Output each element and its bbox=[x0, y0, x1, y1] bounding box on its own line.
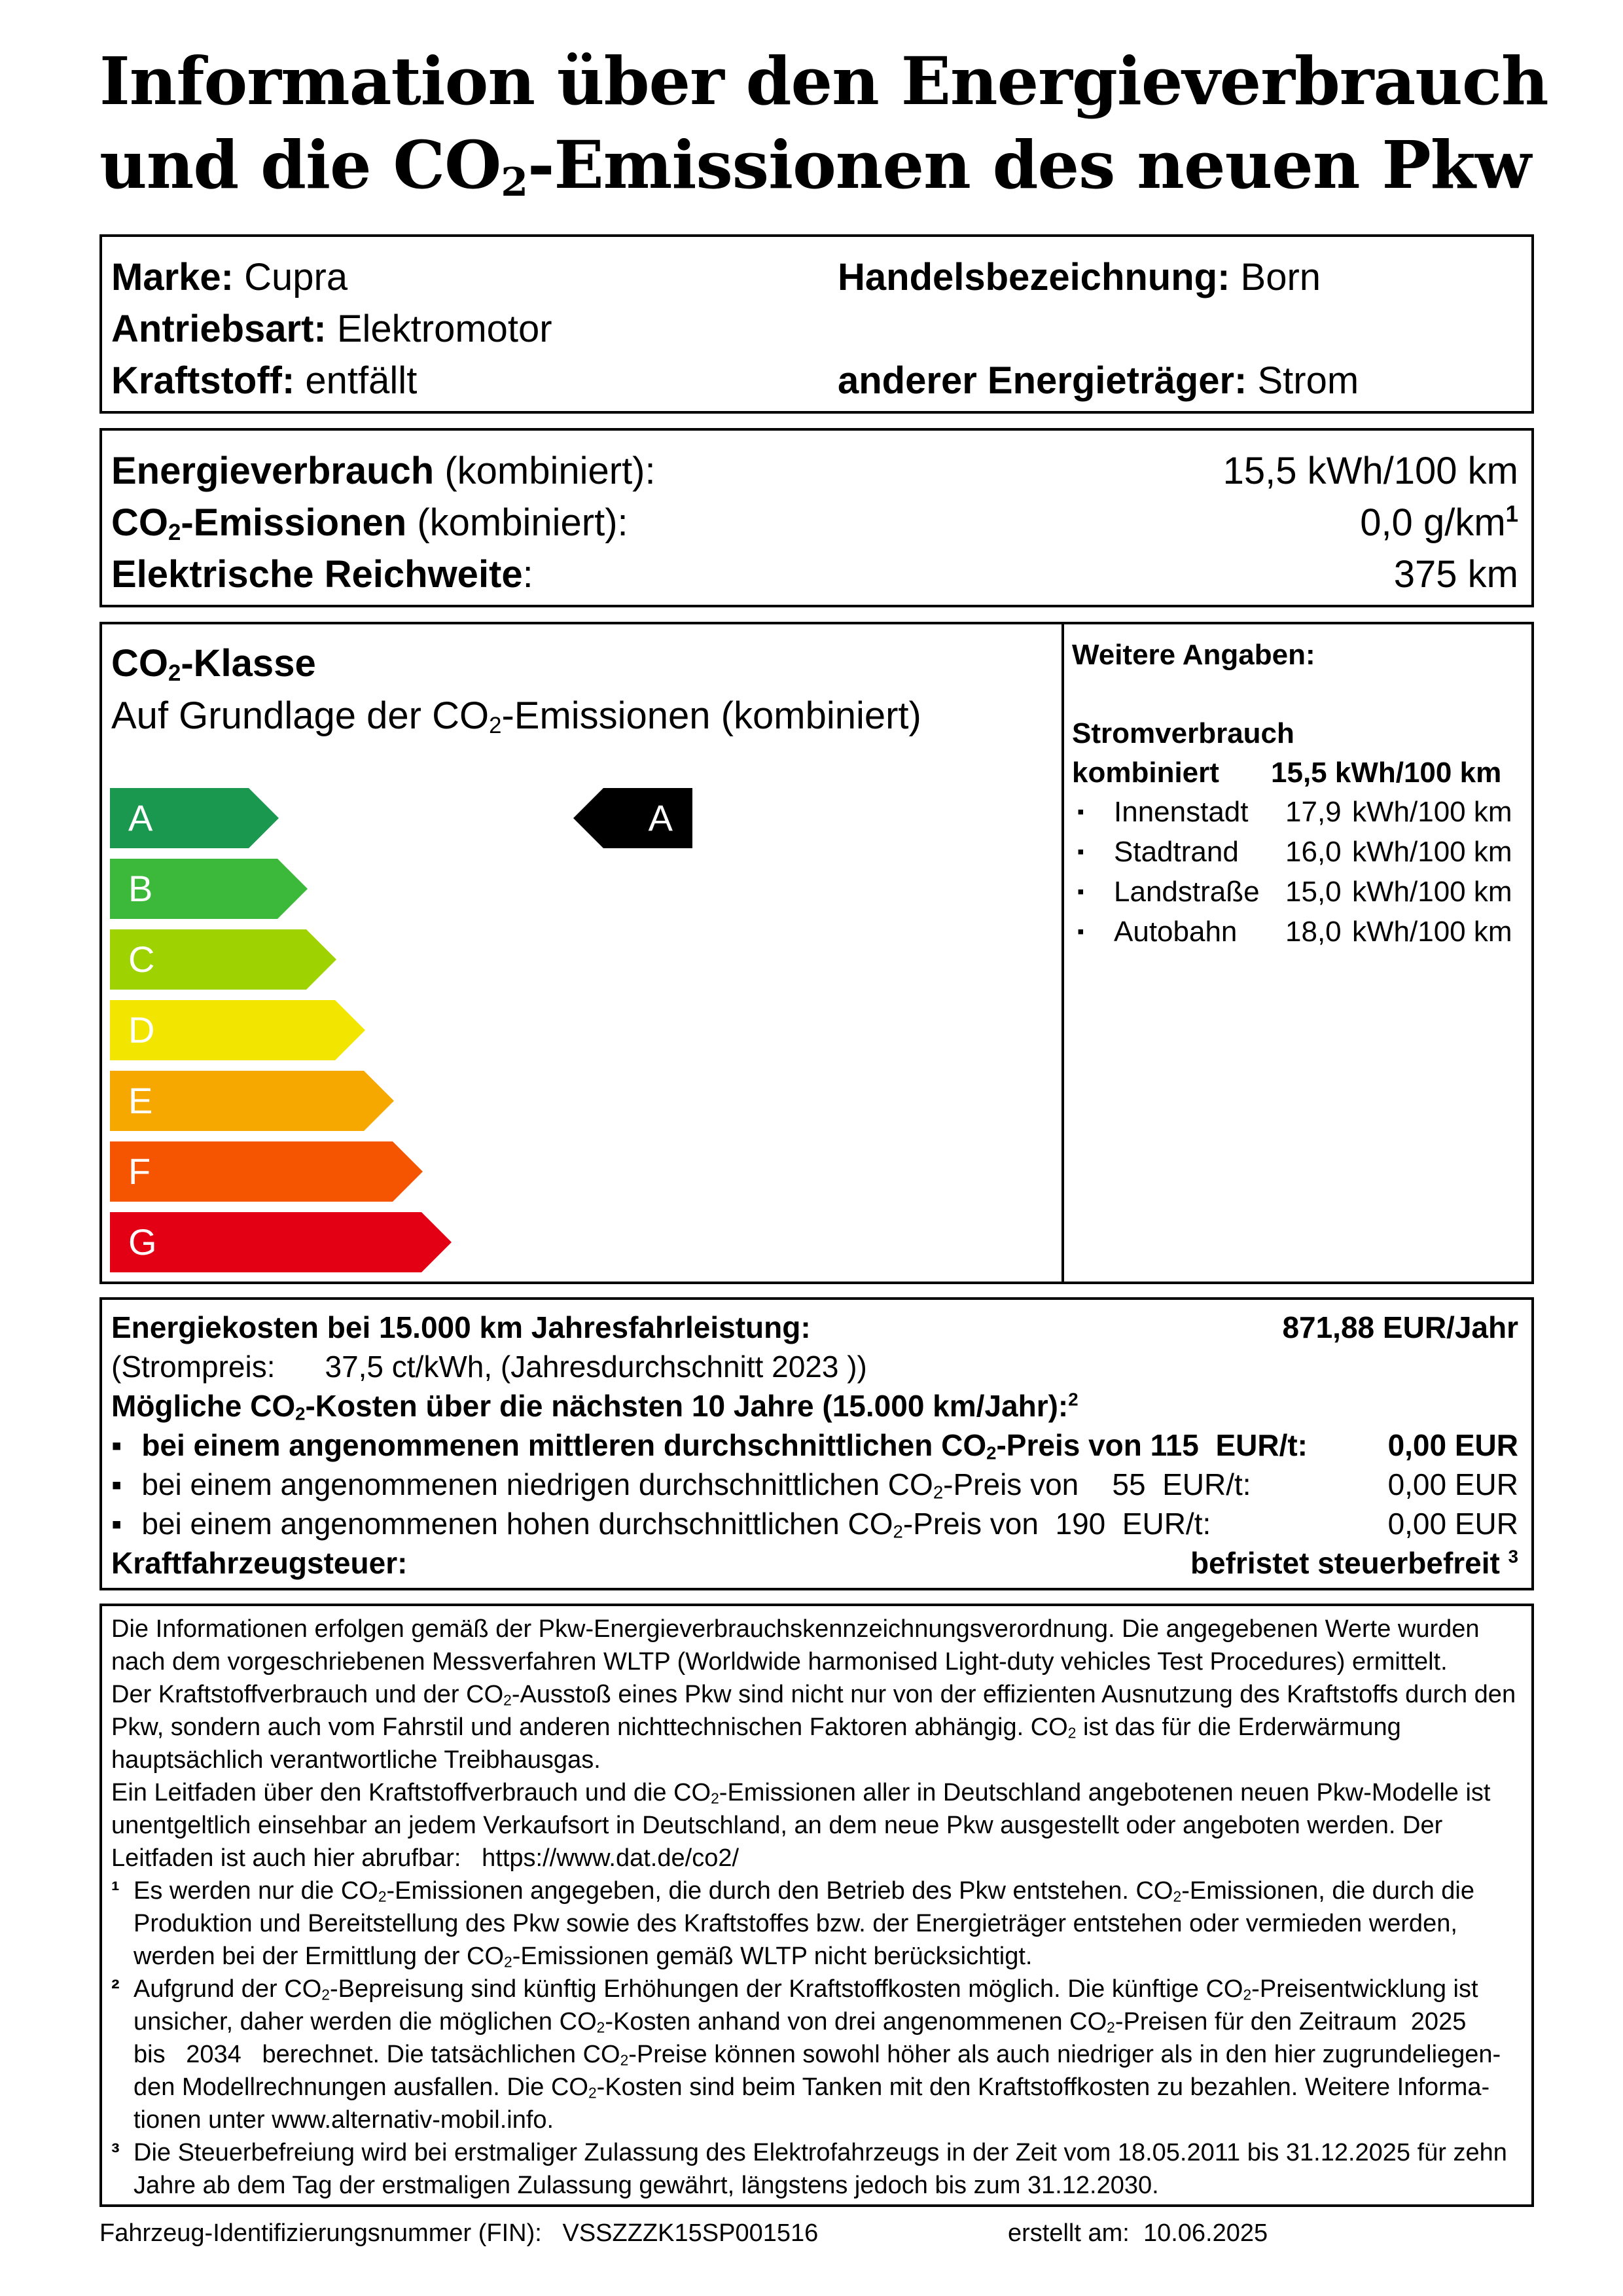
low-price-row bbox=[111, 1465, 1251, 1504]
medium-sub: 2 bbox=[986, 1443, 997, 1463]
tax-value-row bbox=[1190, 1543, 1518, 1583]
class-arrow-shape bbox=[110, 1141, 423, 1202]
co2-footnote-mark: 1 bbox=[1505, 501, 1518, 528]
co2-costs-footnote-mark: 2 bbox=[1068, 1389, 1079, 1410]
fin-label: Fahrzeug-Identifizierungsnummer (FIN): bbox=[99, 2219, 542, 2247]
note-paragraph: Die Informationen erfolgen gemäß der Pkw-Energieverbrauchskennzeichnungsverordnung. Die angegebenen Werte wurden nach dem vorgeschriebenen Messverfahren WLTP (Worldwide harmonised Light-duty vehicles Test Procedures) ermittelt. bbox=[111, 1615, 1480, 1676]
consumption-item-label: Landstraße bbox=[1114, 876, 1260, 908]
marker-arrow-icon bbox=[573, 788, 692, 848]
high-sub: 2 bbox=[893, 1521, 903, 1542]
low-text: -Preis von bbox=[943, 1467, 1079, 1501]
fin-value: VSSZZZK15SP001516 bbox=[562, 2219, 819, 2247]
drive-label: Antriebsart: bbox=[111, 308, 327, 350]
tax-value: befristet steuerbefreit bbox=[1190, 1546, 1500, 1580]
co2-value: 0,0 bbox=[1360, 501, 1413, 544]
more-info-heading: Weitere Angaben: bbox=[1072, 639, 1315, 671]
consumption-item-label: Stadtrand bbox=[1114, 836, 1239, 868]
page-title bbox=[99, 39, 1565, 207]
note-text: -Emissionen angegeben, die durch den Betrieb des Pkw entstehen. CO bbox=[386, 1877, 1173, 1905]
medium-unit: EUR/t: bbox=[1215, 1428, 1308, 1462]
brand-value: Cupra bbox=[244, 256, 348, 298]
co2-costs-text: Mögliche CO bbox=[111, 1389, 296, 1423]
title-text: und die CO bbox=[99, 126, 501, 204]
footnote-mark: ³ bbox=[111, 2139, 120, 2166]
low-text: bei einem angenommenen niedrigen durchschnittlichen CO bbox=[141, 1467, 933, 1501]
range-value-row bbox=[1394, 548, 1518, 601]
co2-class-subheading bbox=[111, 690, 921, 742]
co2-label-text: -Emissionen bbox=[181, 501, 407, 544]
co2-class-bar-c bbox=[110, 929, 336, 990]
co2-class-bar-label: F bbox=[128, 1151, 151, 1192]
heading-text: CO bbox=[111, 642, 168, 685]
footnote-mark: ² bbox=[111, 1975, 120, 2003]
bullet-icon: ▪ bbox=[1077, 801, 1084, 823]
energy-label: Energieverbrauch bbox=[111, 450, 435, 492]
note-sub: 2 bbox=[588, 2084, 597, 2102]
low-value: 0,00 EUR bbox=[1387, 1467, 1518, 1501]
price-row bbox=[111, 1347, 867, 1386]
co2-emission-row bbox=[111, 497, 628, 549]
trade-name-value: Born bbox=[1240, 256, 1321, 298]
class-arrow-shape bbox=[110, 1212, 452, 1272]
note-sub: 2 bbox=[596, 2018, 605, 2036]
high-unit: EUR/t: bbox=[1122, 1507, 1211, 1541]
energy-suffix: (kombiniert): bbox=[444, 450, 656, 492]
range-colon: : bbox=[522, 553, 533, 596]
note-sub: 2 bbox=[1243, 1986, 1252, 2003]
low-sub: 2 bbox=[933, 1482, 944, 1503]
note-text: -Emissionen gemäß WLTP nicht berücksichtigt. bbox=[512, 1943, 1033, 1970]
co2-class-bar-label: C bbox=[128, 939, 155, 980]
high-text: -Preis von bbox=[902, 1507, 1039, 1541]
note-year-from: 2025 bbox=[1410, 2008, 1467, 2036]
consumption-box bbox=[99, 428, 1534, 607]
title-text: -Emissionen des neuen Pkw bbox=[527, 126, 1531, 204]
other-energy-row bbox=[838, 355, 1359, 407]
note-sub: 2 bbox=[503, 1691, 512, 1709]
co2-class-bar-label: E bbox=[128, 1080, 153, 1121]
co2-class-bar-g bbox=[110, 1212, 452, 1272]
fuel-label: Kraftstoff: bbox=[111, 359, 295, 402]
note-text: -Bepreisung sind künftig Erhöhungen der Kraftstoffkosten möglich. Die künftige CO bbox=[329, 1975, 1243, 2003]
current-class-label: A bbox=[648, 797, 673, 838]
title-line-1: Information über den Energieverbrauch bbox=[99, 43, 1548, 120]
footnote-mark: ¹ bbox=[111, 1877, 120, 1905]
power-consumption-combined-value: 15,5 kWh/100 km bbox=[1271, 757, 1502, 789]
price-year: 2023 bbox=[772, 1350, 839, 1384]
co2-class-bar-label: G bbox=[128, 1221, 157, 1263]
tax-footnote-mark: 3 bbox=[1508, 1546, 1518, 1567]
consumption-item-value: 16,0 bbox=[1285, 836, 1342, 868]
heading-text: -Klasse bbox=[181, 642, 316, 685]
bullet-icon: ▪ bbox=[111, 1428, 122, 1462]
note-paragraph bbox=[111, 1678, 1525, 1776]
fuel-value: entfällt bbox=[305, 359, 418, 402]
note-text: Der Kraftstoffverbrauch und der CO bbox=[111, 1681, 504, 1708]
bullet-icon: ▪ bbox=[1077, 841, 1084, 863]
energy-consumption-row bbox=[111, 445, 656, 497]
co2-class-bar-a bbox=[110, 788, 279, 848]
fin-row bbox=[99, 2214, 818, 2253]
range-unit: km bbox=[1467, 553, 1518, 596]
co2-class-box bbox=[99, 622, 1534, 1284]
note-text: -Emissionen aller in Deutschland angebotenen neuen Pkw-Modelle ist unentgeltlich einsehbar an jedem Verkaufsort in Deutschland, an dem neue Pkw ausgestellt oder angeboten werden. Der Leitfaden ist auch hier abrufbar: bbox=[111, 1779, 1491, 1872]
note-sub: 2 bbox=[620, 2051, 629, 2069]
created-row bbox=[1008, 2214, 1268, 2253]
bullet-icon: ▪ bbox=[1077, 881, 1084, 903]
energy-unit: kWh/100 km bbox=[1307, 450, 1518, 492]
note-text: -Kosten sind beim Tanken mit den Kraftstoffkosten zu bezahlen. Weitere Informa-tionen unter www.alternativ-mobil.info. bbox=[134, 2073, 1490, 2134]
note-text: Die Steuerbefreiung wird bei erstmaliger Zulassung des Elektrofahrzeugs in der Zeit vom 18.05.2011 bis 31.12.2025 für zehn Jahre ab dem Tag der erstmaligen Zulassung gewährt, längstens jedoch bis zum 31.12.2030. bbox=[134, 2139, 1507, 2199]
co2-label-text: CO bbox=[111, 501, 168, 544]
note-text: Aufgrund der CO bbox=[134, 1975, 322, 2003]
co2-label bbox=[111, 501, 406, 544]
co2-emission-value bbox=[1360, 497, 1518, 549]
note-text: berechnet. Die tatsächlichen CO bbox=[262, 2041, 620, 2068]
range-value: 375 bbox=[1393, 553, 1457, 596]
co2-class-heading bbox=[111, 637, 316, 690]
energy-costs-unit: EUR/Jahr bbox=[1382, 1310, 1518, 1344]
note-text: -Ausstoß eines Pkw sind nicht nur von der effizienten Ausnutzung des Kraftstoffs durch den Pkw, sondern auch vom Fahrstil und anderen nichttechnischen Faktoren abhängig. CO bbox=[111, 1681, 1516, 1741]
energy-costs-value-row bbox=[1282, 1308, 1518, 1347]
subheading-text: -Emissionen (kombiniert) bbox=[501, 694, 921, 737]
consumption-item-unit: kWh/100 km bbox=[1352, 876, 1512, 908]
footnote-1 bbox=[111, 1874, 1525, 1973]
note-text: -Kosten anhand von drei angenommenen CO bbox=[605, 2008, 1107, 2036]
co2-suffix: (kombiniert): bbox=[417, 501, 628, 544]
co2-class-bar-label: D bbox=[128, 1009, 155, 1050]
note-sub: 2 bbox=[1067, 1724, 1077, 1742]
consumption-item-value: 15,0 bbox=[1285, 876, 1342, 908]
note-text: -Preisentwicklung ist unsicher, daher werden die möglichen CO bbox=[134, 1975, 1478, 2036]
medium-text: bei einem angenommenen mittleren durchschnittlichen CO bbox=[141, 1428, 987, 1462]
co2-costs-text: -Kosten über die nächsten 10 Jahre (15.000 km/Jahr): bbox=[305, 1389, 1069, 1423]
price-unit: ct/kWh, (Jahresdurchschnitt bbox=[391, 1350, 764, 1384]
co2-class-bar-b bbox=[110, 859, 308, 919]
heading-sub: 2 bbox=[168, 660, 181, 686]
medium-price-row bbox=[111, 1426, 1308, 1465]
column-divider bbox=[1061, 624, 1064, 1282]
energy-value: 15,5 bbox=[1222, 450, 1297, 492]
co2-class-bar-label: B bbox=[128, 868, 153, 909]
drive-value: Elektromotor bbox=[336, 308, 552, 350]
bullet-icon: ▪ bbox=[1077, 921, 1084, 942]
price-label: (Strompreis: bbox=[111, 1350, 276, 1384]
co2-costs-heading bbox=[111, 1386, 1079, 1426]
medium-price: 115 bbox=[1150, 1428, 1199, 1462]
note-year-to: 2034 bbox=[186, 2041, 241, 2068]
created-label: erstellt am: bbox=[1008, 2219, 1130, 2247]
note-text: ist das für die Erderwärmung hauptsächlich verantwortliche Treibhausgas. bbox=[111, 1713, 1401, 1774]
vehicle-info-box bbox=[99, 234, 1534, 414]
guide-url: https://www.dat.de/co2/ bbox=[482, 1844, 740, 1872]
bullet-icon: ▪ bbox=[111, 1467, 122, 1501]
consumption-item-value: 18,0 bbox=[1285, 916, 1342, 948]
co2-class-bar-d bbox=[110, 1000, 365, 1060]
consumption-item-unit: kWh/100 km bbox=[1352, 836, 1512, 868]
co2-label-sub: 2 bbox=[168, 519, 181, 545]
consumption-item-unit: kWh/100 km bbox=[1352, 796, 1512, 828]
note-sub: 2 bbox=[711, 1789, 719, 1807]
trade-name-row bbox=[838, 251, 1321, 304]
consumption-item-value: 17,9 bbox=[1285, 796, 1342, 828]
note-sub: 2 bbox=[1173, 1888, 1182, 1905]
medium-value: 0,00 EUR bbox=[1387, 1428, 1518, 1462]
high-value: 0,00 EUR bbox=[1387, 1507, 1518, 1541]
note-paragraph bbox=[111, 1776, 1525, 1874]
low-unit: EUR/t: bbox=[1162, 1467, 1251, 1501]
consumption-item-label: Autobahn bbox=[1114, 916, 1238, 948]
note-text: -Emissionen, die durch die Produktion und Bereitstellung des Pkw sowie des Kraftstoffes bzw. der Energieträger entstehen oder vermieden werden, werden bei der Ermittlung der CO bbox=[134, 1877, 1474, 1970]
co2-class-bar-e bbox=[110, 1071, 394, 1131]
high-price-row bbox=[111, 1504, 1211, 1543]
note-text: bis bbox=[134, 2041, 166, 2068]
notes-text bbox=[111, 1613, 1525, 2202]
drive-row bbox=[111, 303, 552, 355]
high-text: bei einem angenommenen hohen durchschnittlichen CO bbox=[141, 1507, 893, 1541]
footnote-3 bbox=[111, 2136, 1525, 2202]
medium-text: -Preis von bbox=[996, 1428, 1142, 1462]
price-close: )) bbox=[847, 1350, 867, 1384]
note-sub: 2 bbox=[1107, 2018, 1115, 2036]
consumption-item-unit: kWh/100 km bbox=[1352, 916, 1512, 948]
title-subscript: 2 bbox=[501, 160, 527, 206]
bullet-icon: ▪ bbox=[111, 1507, 122, 1541]
low-price: 55 bbox=[1112, 1467, 1146, 1501]
power-consumption-combined-label: kombiniert bbox=[1072, 757, 1219, 789]
subheading-text: Auf Grundlage der CO bbox=[111, 694, 490, 737]
consumption-item-label: Innenstadt bbox=[1114, 796, 1249, 828]
co2-costs-sub: 2 bbox=[295, 1403, 306, 1424]
tax-label: Kraftfahrzeugsteuer: bbox=[111, 1546, 408, 1580]
note-sub: 2 bbox=[321, 1986, 330, 2003]
created-value: 10.06.2025 bbox=[1143, 2219, 1268, 2247]
co2-class-bar-label: A bbox=[128, 797, 153, 838]
note-text: -Preisen für den Zeitraum bbox=[1115, 2008, 1397, 2036]
range-label: Elektrische Reichweite bbox=[111, 553, 523, 596]
other-energy-label: anderer Energieträger: bbox=[838, 359, 1247, 402]
price-value: 37,5 bbox=[325, 1350, 384, 1384]
footnote-2 bbox=[111, 1973, 1525, 2136]
title-line-2 bbox=[99, 123, 1565, 207]
notes-box bbox=[99, 1604, 1534, 2207]
brand-row bbox=[111, 251, 348, 304]
costs-box bbox=[99, 1297, 1534, 1590]
note-sub: 2 bbox=[378, 1888, 387, 1905]
range-row bbox=[111, 548, 533, 601]
co2-class-bar-f bbox=[110, 1141, 423, 1202]
fuel-row bbox=[111, 355, 417, 407]
note-text: -Preise können sowohl höher als auch niedriger als in den hier zugrundeliegen-den Modellrechnungen ausfallen. Die CO bbox=[134, 2041, 1501, 2101]
brand-label: Marke: bbox=[111, 256, 234, 298]
note-text: Es werden nur die CO bbox=[134, 1877, 378, 1905]
power-consumption-label: Stromverbrauch bbox=[1072, 717, 1294, 749]
other-energy-value: Strom bbox=[1257, 359, 1359, 402]
energy-costs-label: Energiekosten bei 15.000 km Jahresfahrleistung: bbox=[111, 1310, 811, 1344]
high-price: 190 bbox=[1055, 1507, 1106, 1541]
note-text: Ein Leitfaden über den Kraftstoffverbrauch und die CO bbox=[111, 1779, 711, 1806]
subheading-sub: 2 bbox=[489, 712, 502, 738]
energy-consumption-value bbox=[1223, 445, 1518, 497]
trade-name-label: Handelsbezeichnung: bbox=[838, 256, 1230, 298]
current-class-marker bbox=[573, 788, 692, 848]
energy-costs-value: 871,88 bbox=[1282, 1310, 1375, 1344]
co2-unit: g/km bbox=[1423, 501, 1506, 544]
note-sub: 2 bbox=[504, 1953, 512, 1971]
